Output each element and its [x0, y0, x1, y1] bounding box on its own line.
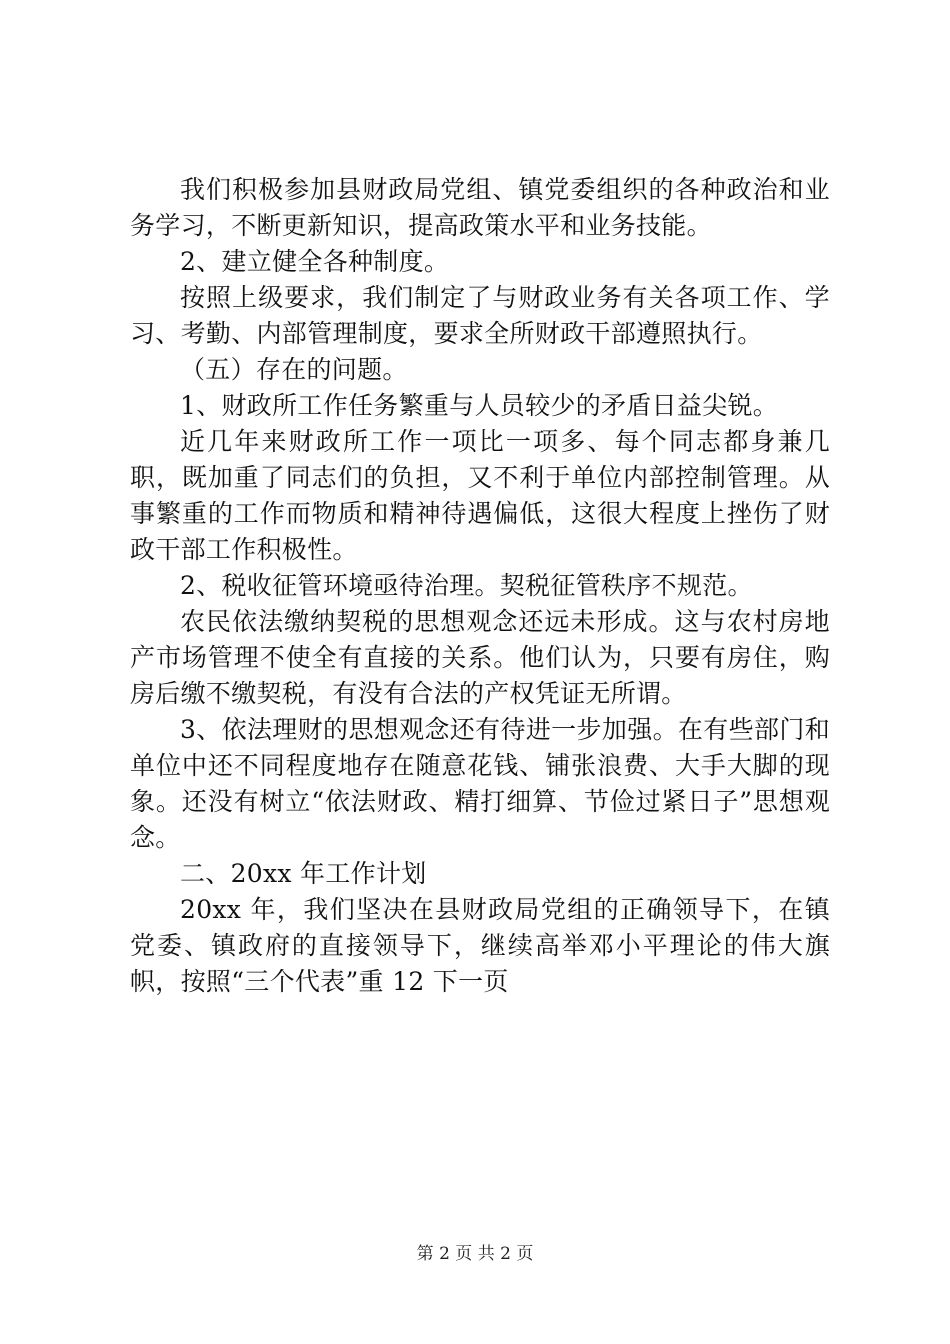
heading-problem-2: 2、税收征管环境亟待治理。契税征管秩序不规范。	[180, 571, 753, 600]
document-body	[130, 172, 830, 1000]
paragraph-problem-1: 近几年来财政所工作一项比一项多、每个同志都身兼几职，既加重了同志们的负担，又不利于单位内部控制管理。从事繁重的工作而物质和精神待遇偏低，这很大程度上挫伤了财政干部工作积极性。	[130, 427, 830, 564]
page-number-footer: 第 2 页 共 2 页	[416, 1244, 534, 1264]
paragraph-problem-2: 农民依法缴纳契税的思想观念还远未形成。这与农村房地产市场管理不使全有直接的关系。他们认为，只要有房住，购房后缴不缴契税，有没有合法的产权凭证无所谓。	[130, 607, 830, 708]
paragraph-problem-3: 3、依法理财的思想观念还有待进一步加强。在有些部门和单位中还不同程度地存在随意花钱、铺张浪费、大手大脚的现象。还没有树立“依法财政、精打细算、节俭过紧日子”思想观念。	[130, 715, 830, 852]
paragraph-systems: 按照上级要求，我们制定了与财政业务有关各项工作、学习、考勤、内部管理制度，要求全所财政干部遵照执行。	[130, 283, 830, 348]
heading-existing-problems: （五）存在的问题。	[180, 355, 408, 384]
paragraph-work-plan: 20xx 年，我们坚决在县财政局党组的正确领导下，在镇党委、镇政府的直接领导下，继续高举邓小平理论的伟大旗帜，按照“三个代表”重 12 下一页	[130, 895, 830, 996]
heading-work-plan: 二、20xx 年工作计划	[180, 859, 427, 888]
heading-build-systems: 2、建立健全各种制度。	[180, 247, 450, 276]
heading-problem-1: 1、财政所工作任务繁重与人员较少的矛盾日益尖锐。	[180, 391, 779, 420]
paragraph-study: 我们积极参加县财政局党组、镇党委组织的各种政治和业务学习，不断更新知识，提高政策水平和业务技能。	[130, 175, 830, 240]
